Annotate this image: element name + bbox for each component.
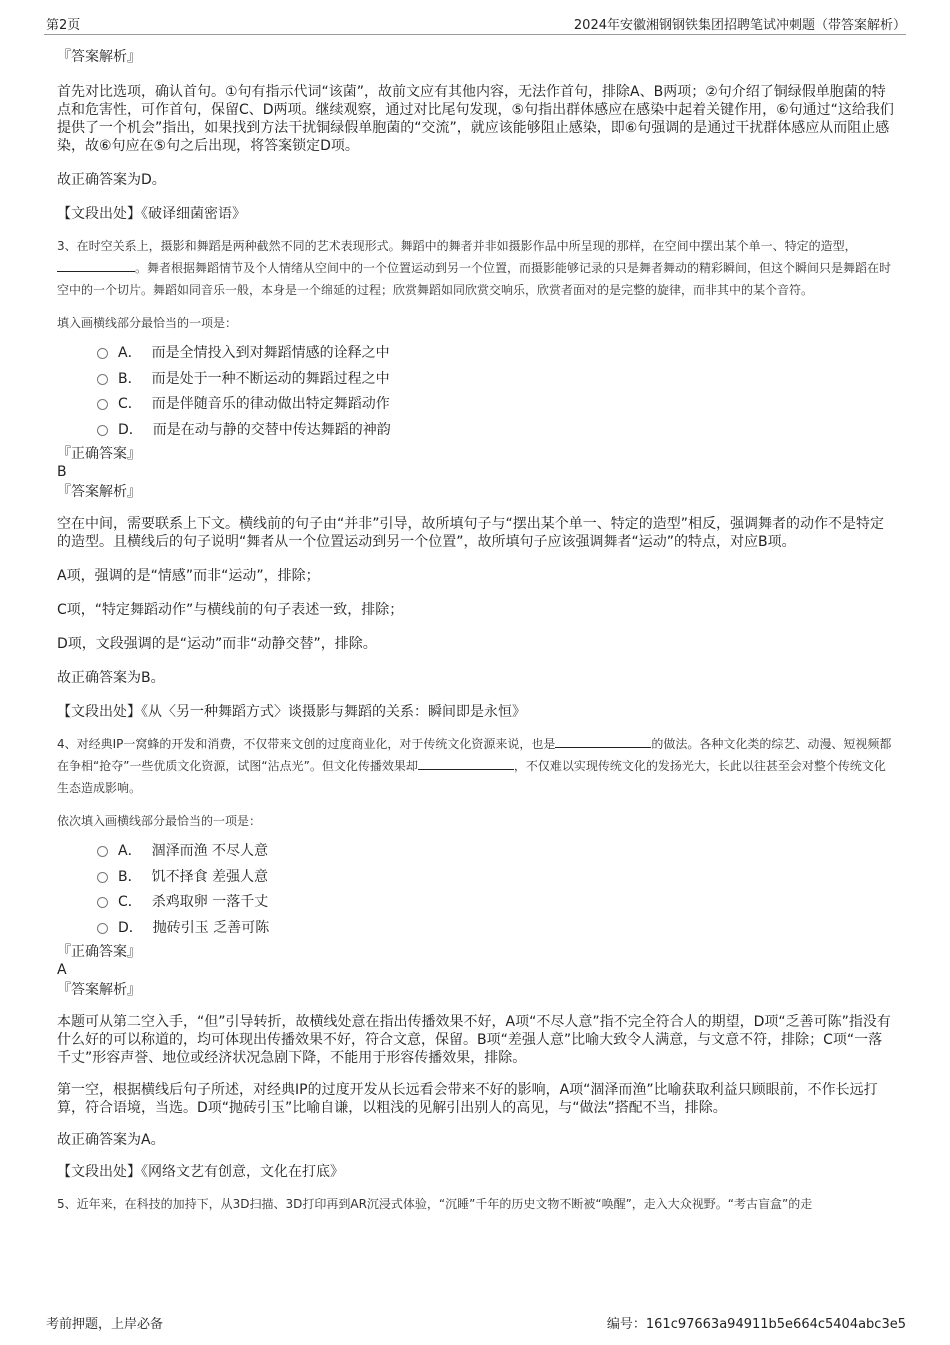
q4-stem-part1: 4、对经典IP一窝蜂的开发和消费，不仅带来文创的过度商业化，对于传统文化资源来说，也是	[57, 737, 556, 751]
q3-stem-part1: 3、在时空关系上，摄影和舞蹈是两种截然不同的艺术表现形式。舞蹈中的舞者并非如摄影作品中所呈现的那样，在空间中摆出某个单一、特定的造型，	[57, 239, 857, 253]
q4-option-d[interactable]: D． 抛砖引玉 乏善可陈	[97, 916, 895, 942]
radio-icon[interactable]	[97, 374, 108, 385]
q5-stem: 5、近年来，在科技的加持下，从3D扫描、3D打印再到AR沉浸式体验，“沉睡”千年的历史文物不断被“唤醒”，走入大众视野。“考古盲盒”的走	[57, 1197, 813, 1211]
page-content	[57, 46, 895, 1215]
radio-icon[interactable]	[97, 348, 108, 359]
q4-stem-part3: ，不仅难以实现传统文化的发扬光大，长此以往甚至会对整个传统文化生态造成影响。	[57, 759, 886, 795]
q3-stem-part2: 。舞者根据舞蹈情节及个人情绪从空间中的一个位置运动到另一个位置，而摄影能够记录的只是舞者舞动的精彩瞬间，但这个瞬间只是舞蹈在时空中的一个切片。舞蹈如同音乐一般，本身是一个绵延的过程；欣赏舞蹈如同欣赏交响乐，欣赏者面对的是完整的旋律，而非其中的某个音符。	[57, 261, 892, 297]
page-footer	[44, 1313, 906, 1331]
q3-prompt: 填入画横线部分最恰当的一项是：	[57, 316, 238, 330]
q3-option-c[interactable]: C． 而是伴随音乐的律动做出特定舞蹈动作	[97, 392, 895, 418]
q4-option-c[interactable]: C． 杀鸡取卵 一落千丈	[97, 890, 895, 916]
q4-prompt: 依次填入画横线部分最恰当的一项是：	[57, 814, 262, 828]
q3-option-a[interactable]: A． 而是全情投入到对舞蹈情感的诠释之中	[97, 341, 895, 367]
q4-source: 【文段出处】《网络文艺有创意，文化在打底》	[57, 1164, 344, 1180]
q4-analysis-1: 本题可从第二空入手，“但”引导转折，故横线处意在指出传播效果不好，A项“不尽人意”指不完全符合人的期望，D项“乏善可陈”指没有什么好的可以称道的，均可体现出传播效果不好，符合文意，保留。B项“差强人意”比喻大致令人满意，与文意不符，排除；C项“一落千丈”形容声誉、地位或经济状况急剧下降，不能用于形容传播效果，排除。	[57, 1014, 891, 1066]
radio-icon[interactable]	[97, 425, 108, 436]
page-header	[44, 14, 906, 35]
q4-option-a[interactable]: A． 涸泽而渔 不尽人意	[97, 839, 895, 865]
radio-icon[interactable]	[97, 897, 108, 908]
radio-icon[interactable]	[97, 872, 108, 883]
q2-source: 【文段出处】《破译细菌密语》	[57, 206, 246, 222]
q3-analysis-3: C项，“特定舞蹈动作”与横线前的句子表述一致，排除；	[57, 602, 404, 618]
q4-blank-2	[418, 759, 514, 770]
radio-icon[interactable]	[97, 923, 108, 934]
q3-analysis-4: D项，文段强调的是“运动”而非“动静交替”，排除。	[57, 636, 377, 652]
q3-analysis-2: A项，强调的是“情感”而非“运动”，排除；	[57, 568, 320, 584]
q3-blank	[57, 261, 135, 272]
q3-analysis-label: 『答案解析』	[57, 484, 141, 500]
q2-analysis-text: 首先对比选项，确认首句。①句有指示代词“该菌”，故前文应有其他内容，无法作首句，排除A、B两项；②句介绍了铜绿假单胞菌的特点和危害性，可作首句，保留C、D两项。继续观察，通过对比尾句发现，⑤句指出群体感应在感染中起着关键作用，⑥句通过“这给我们提供了一个机会”指出，如果找到方法干扰铜绿假单胞菌的“交流”，就应该能够阻止感染，即⑥句强调的是通过干扰群体感应从而阻止感染，故⑥句应在⑤句之后出现，将答案锁定D项。	[57, 84, 894, 154]
q4-option-b[interactable]: B． 饥不择食 差强人意	[97, 865, 895, 891]
q3-option-b[interactable]: B． 而是处于一种不断运动的舞蹈过程之中	[97, 367, 895, 393]
q3-conclusion: 故正确答案为B。	[57, 670, 165, 686]
q4-correct-label: 『正确答案』	[57, 944, 141, 960]
radio-icon[interactable]	[97, 846, 108, 857]
q3-option-d[interactable]: D． 而是在动与静的交替中传达舞蹈的神韵	[97, 418, 895, 444]
q3-options	[97, 341, 895, 443]
q4-blank-1	[555, 737, 651, 748]
q3-correct-answer: B	[57, 464, 67, 480]
q4-analysis-label: 『答案解析』	[57, 982, 141, 998]
q4-correct-answer: A	[57, 962, 67, 978]
q4-stem	[57, 733, 895, 799]
q4-options	[97, 839, 895, 941]
document-title: 2024年安徽湘钢钢铁集团招聘笔试冲刺题（带答案解析）	[573, 18, 906, 33]
q4-analysis-2: 第一空，根据横线后句子所述，对经典IP的过度开发从长远看会带来不好的影响，A项“涸泽而渔”比喻获取利益只顾眼前，不作长远打算，符合语境，当选。D项“抛砖引玉”比喻自谦，以粗浅的见解引出别人的高见，与“做法”搭配不当，排除。	[57, 1082, 878, 1116]
footer-slogan: 考前押题，上岸必备	[46, 1317, 164, 1332]
q3-source: 【文段出处】《从〈另一种舞蹈方式〉谈摄影与舞蹈的关系：瞬间即是永恒》	[57, 704, 526, 720]
document-code: 编号：161c97663a94911b5e664c5404abc3e5	[606, 1317, 906, 1332]
q2-analysis-label: 『答案解析』	[57, 49, 141, 65]
q3-stem	[57, 235, 895, 301]
q4-conclusion: 故正确答案为A。	[57, 1132, 165, 1148]
page-number: 第2页	[46, 18, 81, 33]
radio-icon[interactable]	[97, 399, 108, 410]
q3-analysis-1: 空在中间，需要联系上下文。横线前的句子由“并非”引导，故所填句子与“摆出某个单一、特定的造型”相反，强调舞者的动作不是特定的造型。且横线后的句子说明“舞者从一个位置运动到另一个位置”，故所填句子应该强调舞者“运动”的特点，对应B项。	[57, 516, 885, 550]
q3-correct-label: 『正确答案』	[57, 446, 141, 462]
q4-stem-part2: 的做法。各种文化类的综艺、动漫、短视频都在争相“抢夺”一些优质文化资源，试图“沾点光”。但文化传播效果却	[57, 737, 892, 773]
q2-conclusion: 故正确答案为D。	[57, 172, 166, 188]
